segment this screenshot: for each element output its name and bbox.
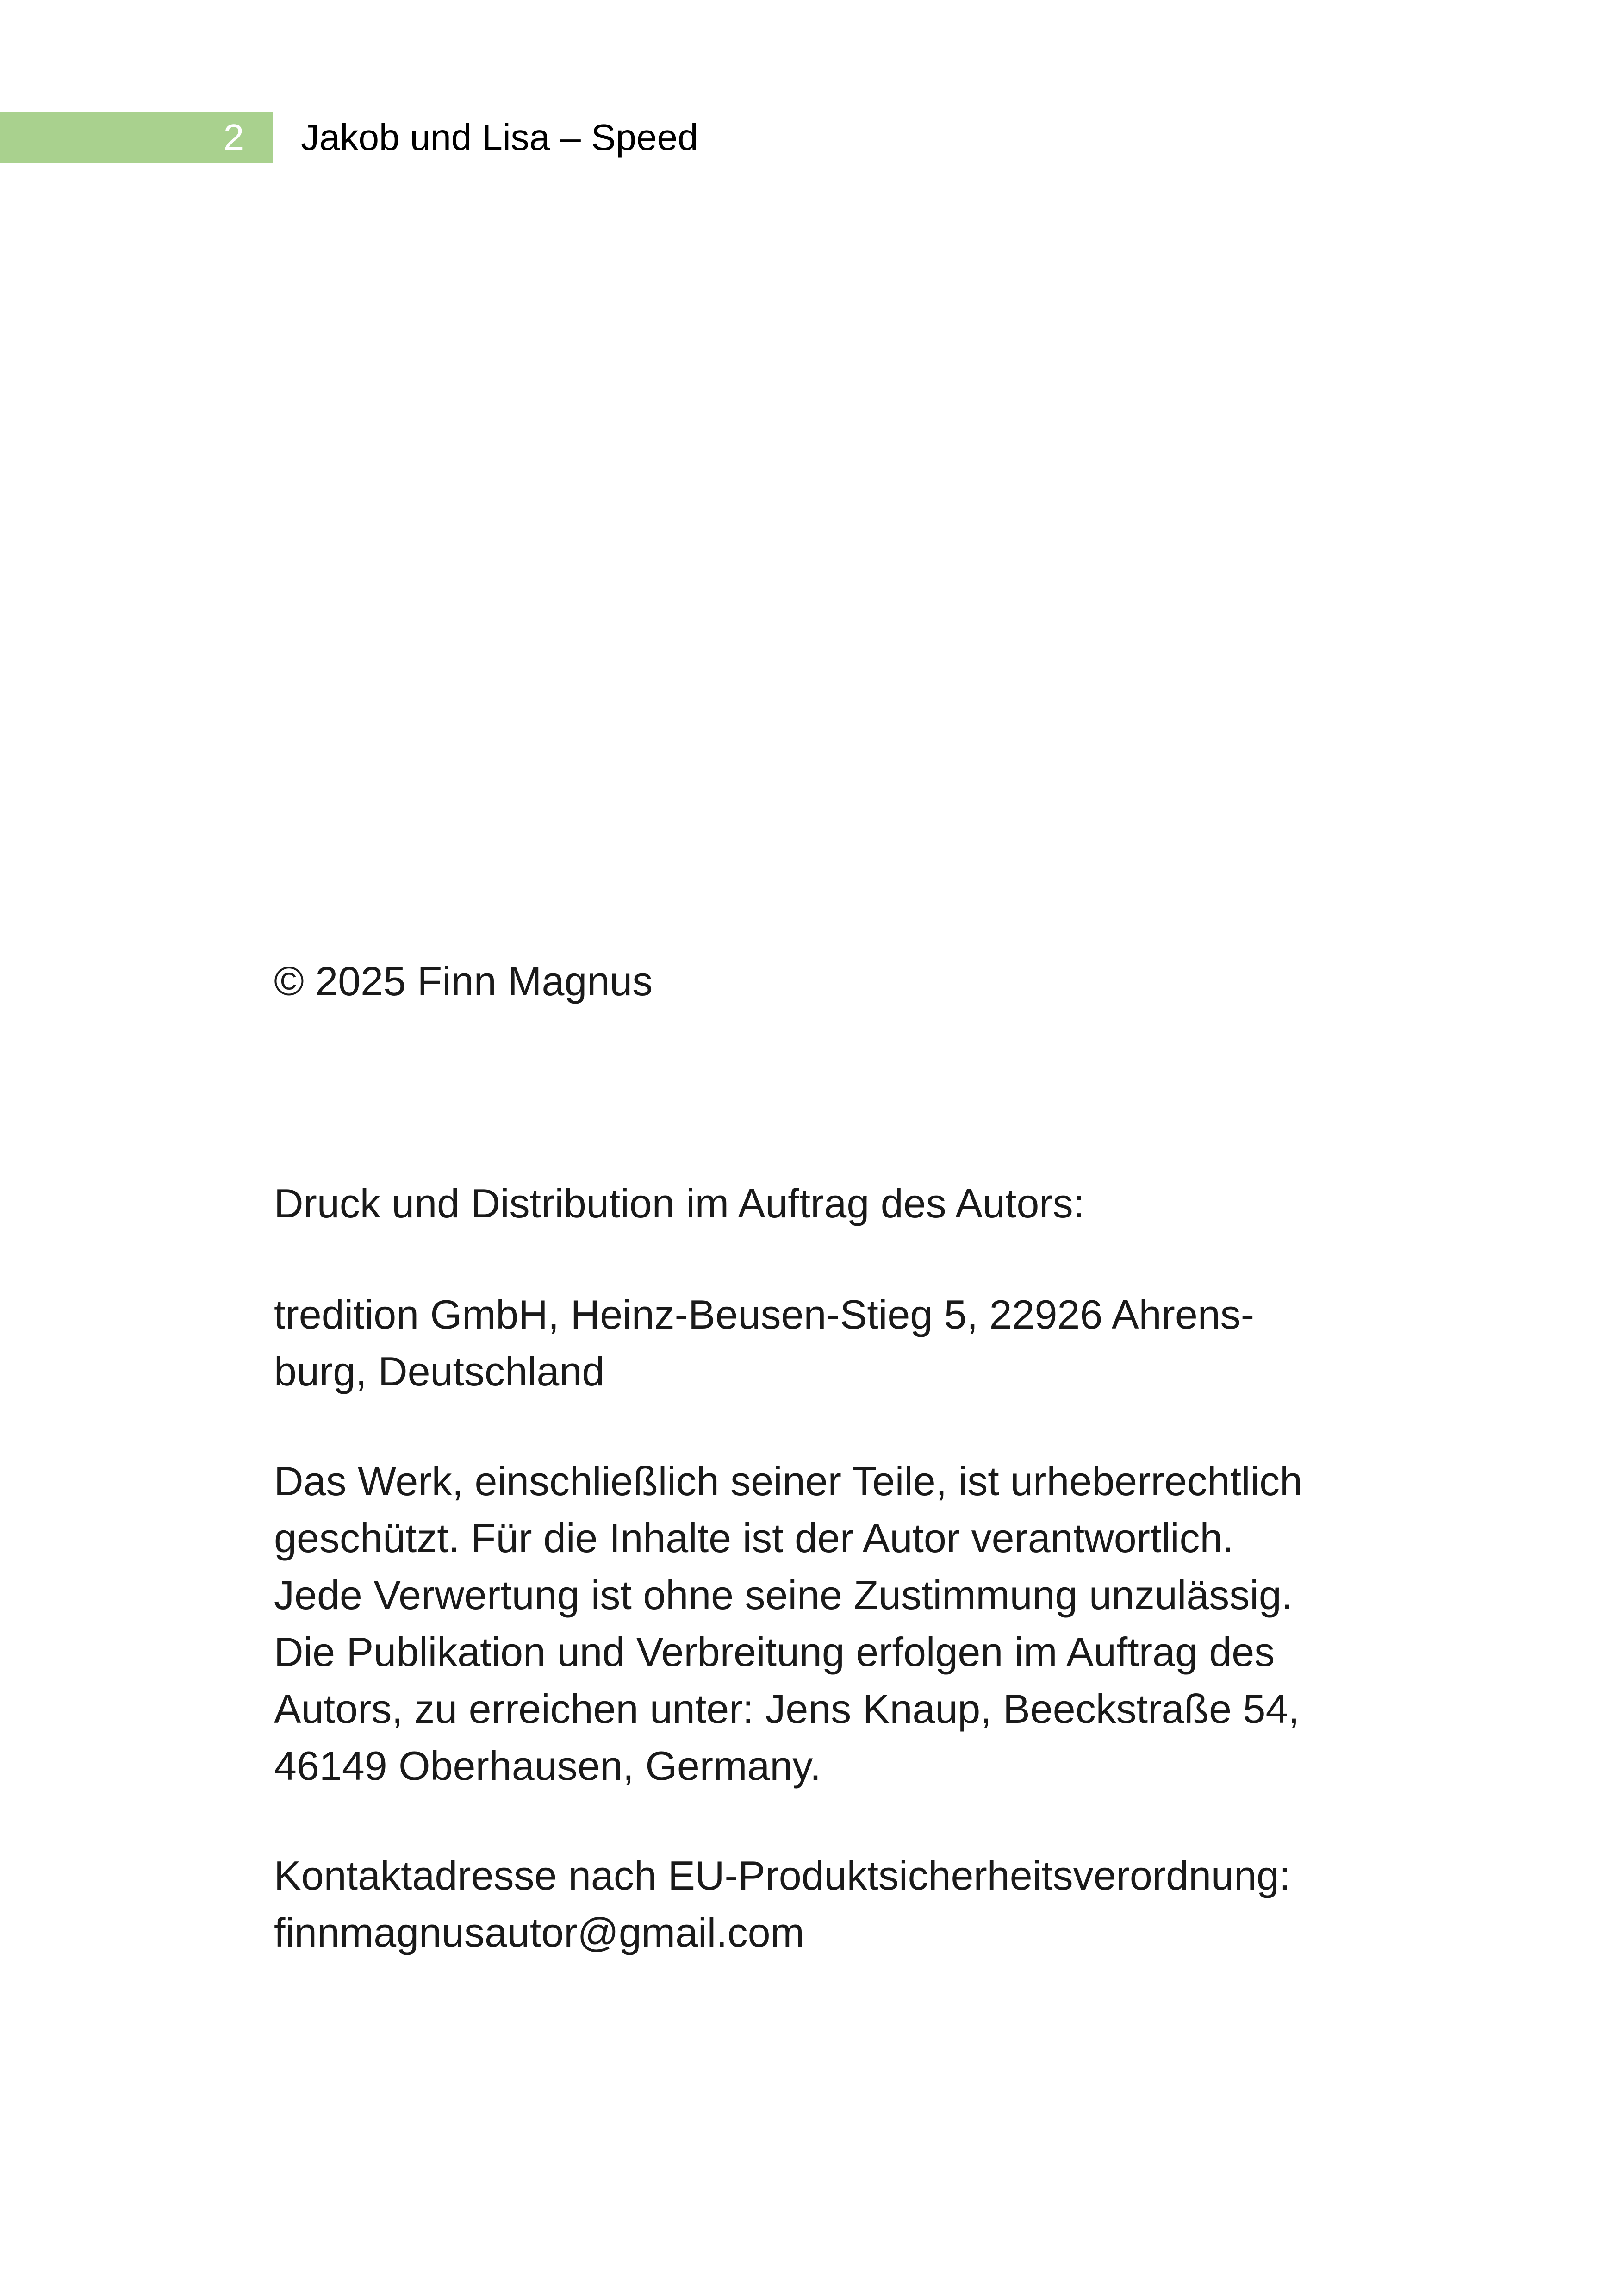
commission-notice <box>274 1175 1357 1232</box>
contact-email: finnmagnusautor@gmail.com <box>274 1909 804 1955</box>
contact-notice <box>274 1847 1357 1961</box>
copyright-line: © 2025 Finn Magnus <box>274 958 653 1004</box>
printer-line: tredition GmbH, Heinz-Beusen-Stieg 5, 22926 Ahrens- <box>274 1292 1255 1337</box>
page-number: 2 <box>223 117 244 158</box>
running-title: Jakob und Lisa – Speed <box>301 117 698 158</box>
rights-line: Autors, zu erreichen unter: Jens Knaup, Beeckstraße 54, <box>274 1686 1300 1732</box>
rights-notice <box>274 1453 1357 1794</box>
rights-line: Jede Verwertung ist ohne seine Zustimmung unzulässig. <box>274 1572 1293 1618</box>
copyright-notice <box>274 953 1357 1010</box>
rights-line: Die Publikation und Verbreitung erfolgen im Auftrag des <box>274 1629 1275 1675</box>
rights-line: 46149 Oberhausen, Germany. <box>274 1743 821 1789</box>
printer-line: burg, Deutschland <box>274 1348 605 1394</box>
contact-label: Kontaktadresse nach EU-Produktsicherheitsverordnung: <box>274 1853 1291 1898</box>
rights-line: geschützt. Für die Inhalte ist der Autor verantwortlich. <box>274 1515 1234 1561</box>
rights-line: Das Werk, einschließlich seiner Teile, ist urheberrechtlich <box>274 1458 1303 1504</box>
commission-line: Druck und Distribution im Auftrag des Autors: <box>274 1180 1085 1226</box>
printer-address <box>274 1286 1357 1400</box>
